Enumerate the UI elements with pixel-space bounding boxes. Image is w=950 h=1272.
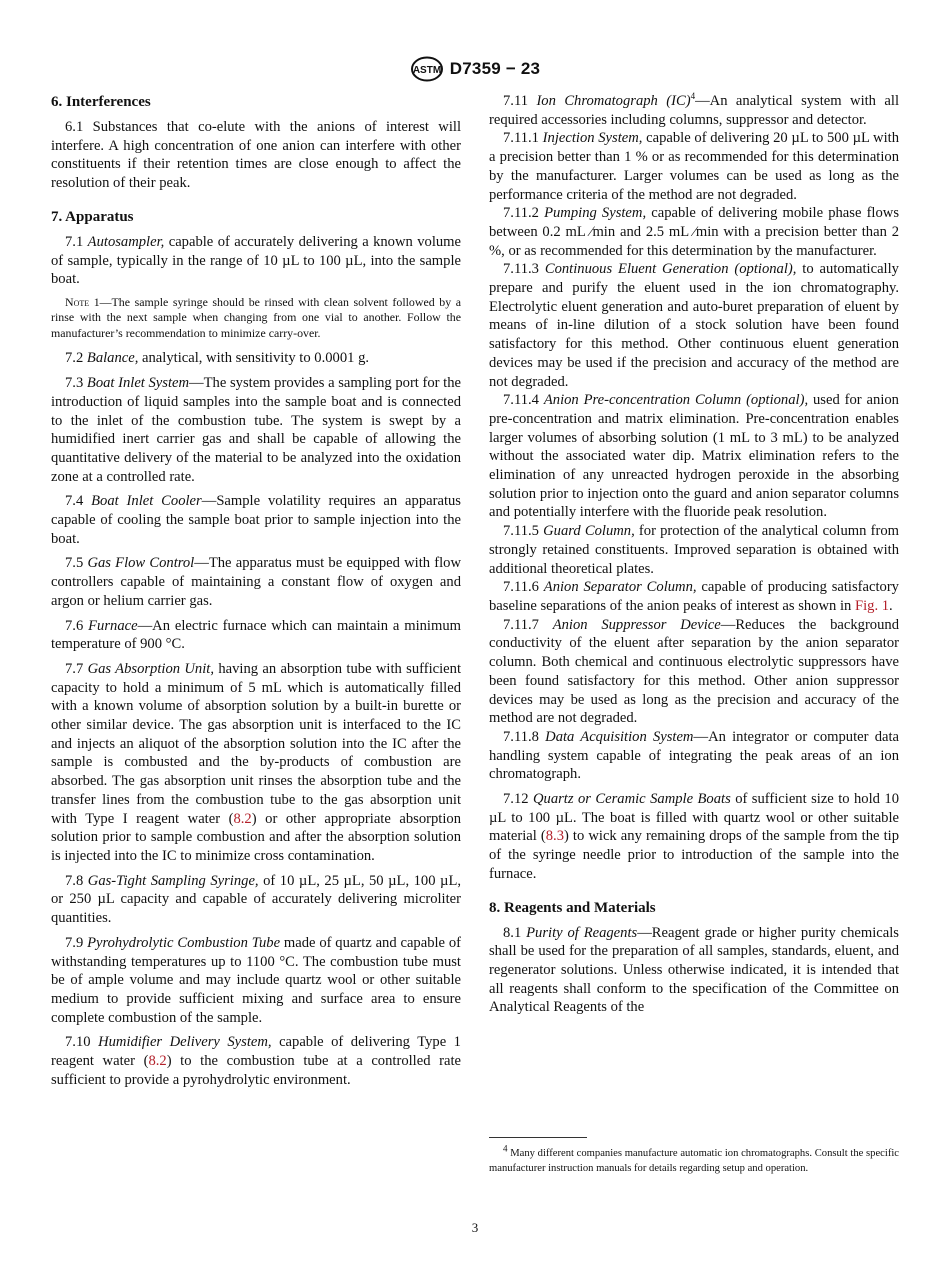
para-7-11-2: 7.11.2 Pumping System, capable of delivering mobile phase flows between 0.2 mL ⁄min and 2.5 mL ⁄min with a precision better than 2 %, or as recommended for this determination by the manufacturer. — [489, 205, 899, 259]
para-7-11-3: 7.11.3 Continuous Eluent Generation (optional), to automatically prepare and purify the eluent used in the ion chromatography. Electrolytic eluent generation and auto-buret preparation of eluent by means of in-line dilution of a stock solution have been found satisfactory for this method. Other continuous eluent generation devices may be used if the precision and accuracy of the method are not degraded. — [489, 261, 899, 390]
ref-8-3-link[interactable]: 8.3 — [545, 828, 564, 845]
ref-8-2-link[interactable]: 8.2 — [148, 1053, 167, 1070]
para-7-7: 7.7 Gas Absorption Unit, having an absorption tube with sufficient capacity to hold a minimum of 5 mL which is automatically filled with a known volume of absorption solution by a built-in burette or other similar device. The gas absorption unit is interfaced to the IC and injects an aliquot of the absorption solution into the IC after the sample is combusted and the by-products of combustion are absorbed. The gas absorption unit rinses the absorption tube and the transfer lines from the combustion tube to the gas absorption unit with Type I reagent water (8.2) or other appropriate absorption solution prior to sample combustion and after the absorption solution is injected into the IC to minimize cross contamination. — [51, 660, 462, 864]
left-column — [51, 92, 461, 1095]
section-8-heading: 8. Reagents and Materials — [489, 899, 656, 916]
para-7-5: 7.5 Gas Flow Control—The apparatus must be equipped with flow controllers capable of maintaining a constant flow of oxygen and argon or helium carrier gas. — [51, 555, 461, 609]
para-7-2: 7.2 Balance, analytical, with sensitivity to 0.0001 g. — [65, 350, 370, 367]
para-7-11-8: 7.11.8 Data Acquisition System—An integrator or computer data handling system capable of integrating the peak areas of an ion chromatograph. — [489, 728, 899, 783]
page-number: 3 — [471, 1220, 479, 1235]
svg-text:ASTM: ASTM — [412, 65, 441, 76]
para-7-1: 7.1 Autosampler, capable of accurately delivering a known volume of sample, typically in the range of 10 µL to 100 µL, into the sample boat. — [51, 233, 462, 288]
right-column — [489, 92, 899, 1023]
para-7-3: 7.3 Boat Inlet System—The system provides a sampling port for the introduction of liquid samples into the sample boat and is connected to the inlet of the combustion tube. The system is swept by a humidified inert carrier gas and shall be capable of allowing the quantitative delivery of the material to be analyzed into the oxidation zone at a controlled rate. — [51, 375, 462, 485]
astm-logo-icon — [410, 56, 444, 82]
para-7-12: 7.12 Quartz or Ceramic Sample Boats of sufficient size to hold 10 µL to 100 µL. The boat is filled with quartz wool or other suitable material (8.3) to wick any remaining drops of the sample from the tip of the syringe needle prior to introduction of the sample into the furnace. — [489, 791, 899, 882]
para-7-8: 7.8 Gas-Tight Sampling Syringe, of 10 µL, 25 µL, 50 µL, 100 µL, or 250 µL capacity and capable of accurately delivering microliter quantities. — [51, 872, 462, 927]
note-1: Note 1—The sample syringe should be rinsed with clean solvent followed by a rinse with the next sample when changing from one vial to another. Follow the manufacturer’s recommendation to minimize carry-over. — [51, 294, 461, 340]
para-6-1: 6.1 Substances that co-elute with the anions of interest will interfere. A high concentration of one anion can interfere with other constituents if their retention times are close enough to affect the resolution of their peak. — [51, 119, 461, 192]
para-7-4: 7.4 Boat Inlet Cooler—Sample volatility requires an apparatus capable of cooling the sample boat prior to sample injection into the boat. — [51, 493, 461, 547]
footnote-4: $^4$ Many different companies manufacture automatic ion chromatographs. Consult the specific manufacturer instruction manuals for details regarding setup and operation. — [489, 1143, 900, 1174]
para-7-10: 7.10 Humidifier Delivery System, capable of delivering Type 1 reagent water (8.2) to the combustion tube at a controlled rate sufficient to provide a pyrohydrolytic environment. — [51, 1034, 461, 1088]
document-id: D7359 − 23 — [449, 59, 541, 78]
para-7-11: 7.11 Ion Chromatograph (IC)$^4$—An analytical system with all required accessories including columns, suppressor and detector. — [489, 91, 899, 128]
fig-1-link[interactable]: Fig. 1 — [854, 597, 890, 614]
section-6-heading: 6. Interferences — [51, 94, 151, 110]
para-7-11-4: 7.11.4 Anion Pre-concentration Column (optional), used for anion pre-concentration and matrix elimination. Pre-concentration enables larger volumes of absorbing solution (1 mL to 3 mL) to be analyzed without the associated water dip. Matrix elimination refers to the elimination of any unreacted hydrogen peroxide in the absorbing solution prior to injection onto the guard and anion separator columns and potentially interfere with the fluoride peak resolution. — [489, 392, 899, 521]
para-8-1: 8.1 Purity of Reagents—Reagent grade or higher purity chemicals shall be used for the preparation of all samples, standards, eluent, and regenerator solutions. Unless otherwise indicated, it is intended that all reagents shall conform to the specification of the Committee on Analytical Reagents of the — [489, 924, 899, 1016]
para-7-11-1: 7.11.1 Injection System, capable of delivering 20 µL to 500 µL with a precision better than 1 % or as recommended for this determination by the manufacturer. Larger volumes can be used as long as the performance criteria of the method are not degraded. — [489, 130, 899, 203]
para-7-6: 7.6 Furnace—An electric furnace which can maintain a minimum temperature of 900 °C. — [51, 617, 461, 653]
footnote-divider — [489, 1137, 587, 1138]
footnote-marker[interactable]: 4 — [690, 91, 696, 102]
page-header — [0, 56, 950, 82]
para-7-11-7: 7.11.7 Anion Suppressor Device—Reduces the background conductivity of the eluent after separation by the anion separator column. Both chemical and continuous electrolytic suppressors have been found satisfactory for this method. Other anion suppressor devices may be used as long as the precision and accuracy of the method are not degraded. — [489, 616, 899, 727]
section-7-heading: 7. Apparatus — [51, 208, 134, 225]
para-7-9: 7.9 Pyrohydrolytic Combustion Tube made of quartz and capable of withstanding temperatures up to 1100 °C. The combustion tube must be of ample volume and may include quartz wool or other suitable medium to provide sufficient mixing and surface area to ensure complete combustion of the sample. — [51, 934, 461, 1026]
para-7-11-5: 7.11.5 Guard Column, for protection of the analytical column from strongly retained constituents. Improved separation is obtained with additional theoretical plates. — [489, 523, 899, 577]
para-7-11-6: 7.11.6 Anion Separator Column, capable of producing satisfactory baseline separations of the anion peaks of interest as shown in Fig. 1. — [489, 579, 899, 614]
ref-8-2-link[interactable]: 8.2 — [233, 810, 252, 827]
